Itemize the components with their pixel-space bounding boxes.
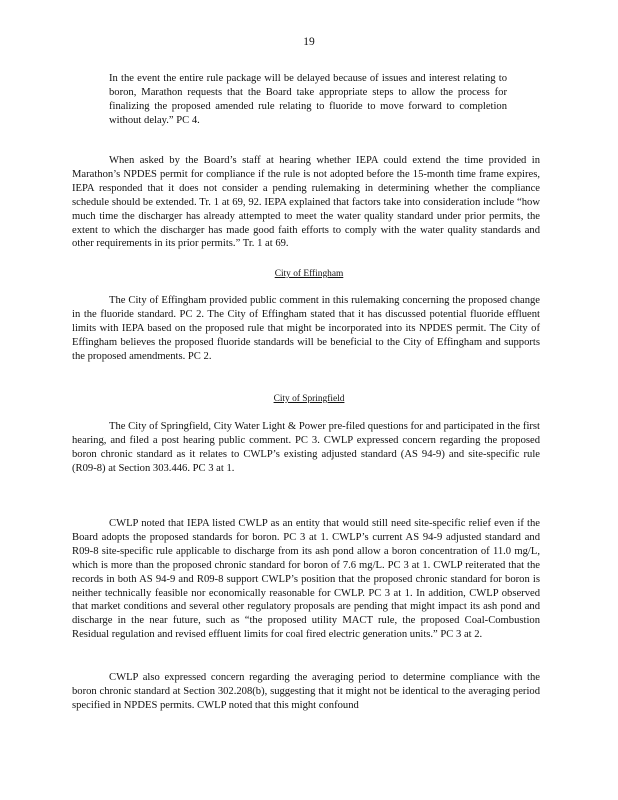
paragraph-iepa-response: When asked by the Board’s staff at hearing whether IEPA could extend the time provided in Marathon’s NPDES permit for compliance if the rule is not adopted before the 15-month time frame expires, IEPA responded that it does not consider a pending rulemaking in determining whether the compliance schedule should be extended. Tr. 1 at 69, 92. IEPA explained that factors take into consideration include “how much time the discharger has already attempted to meet the water quality standard under prior permits, the extent to which the discharger has made good faith efforts to comply with the water quality standards and other requirements in its prior permits.” Tr. 1 at 69.	[72, 155, 540, 250]
paragraph-effingham: The City of Effingham provided public comment in this rulemaking concerning the proposed change in the fluoride standard. PC 2. The City of Effingham stated that it has discussed potential fluoride effluent limits with IEPA based on the proposed rule that might be incorporated into its NPDES permit. The City of Effingham believes the proposed fluoride standards will be beneficial to the City of Effingham and supports the proposed amendments. PC 2.	[72, 295, 540, 362]
section-heading-springfield	[0, 393, 618, 407]
quoted-paragraph: In the event the entire rule package will be delayed because of issues and interest relating to boron, Marathon requests that the Board take appropriate steps to allow the process for finalizing the proposed amended rule relating to fluoride to move forward to completion without delay.” PC 4.	[109, 73, 507, 126]
paragraph-cwlp-noted: CWLP noted that IEPA listed CWLP as an entity that would still need site-specific relief even if the Board adopts the proposed standards for boron. PC 3 at 1. CWLP’s current AS 94-9 adjusted standard and R09-8 site-specific rule applicable to discharge from its ash pond allow a boron concentration of 11.0 mg/L, which is more than the proposed chronic standard for boron of 7.6 mg/L. PC 3 at 1. CWLP reiterated that the records in both AS 94-9 and R09-8 support CWLP’s position that the proposed chronic standard for boron is neither technically feasible nor economically reasonable for CWLP. PC 3 at 1. In addition, CWLP observed that market conditions and several other regulatory proposals are pending that might impact its ash pond and discharge in the near future, such as “the proposed utility MACT rule, the proposed Coal-Combustion Residual regulation and revised effluent limits for coal fired electric generation units.” PC 3 at 2.	[72, 518, 540, 641]
section-heading-effingham-text: City of Effingham	[274, 269, 344, 279]
paragraph-springfield: The City of Springfield, City Water Light & Power pre-filed questions for and participated in the first hearing, and filed a post hearing public comment. PC 3. CWLP expressed concern regarding the proposed boron chronic standard as it relates to CWLP’s existing adjusted standard (AS 94-9) and site-specific rule (R09-8) at Section 303.446. PC 3 at 1.	[72, 421, 540, 474]
section-heading-springfield-text: City of Springfield	[273, 394, 345, 404]
section-heading-effingham	[0, 268, 618, 282]
paragraph-cwlp-averaging: CWLP also expressed concern regarding the averaging period to determine compliance with the boron chronic standard at Section 302.208(b), suggesting that it might not be identical to the averaging period specified in NPDES permits. CWLP noted that this might confound	[72, 672, 540, 711]
page-number: 19	[303, 36, 315, 48]
